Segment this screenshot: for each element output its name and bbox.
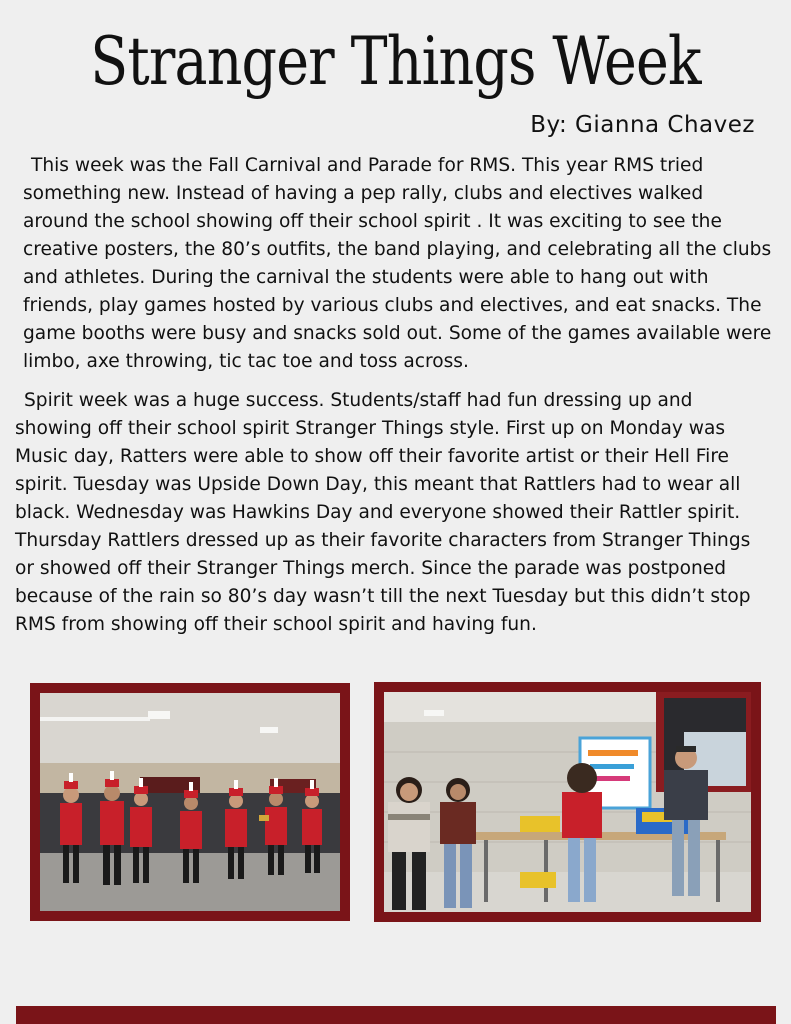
author-byline: By: Gianna Chavez xyxy=(530,112,755,138)
article-paragraph-1: This week was the Fall Carnival and Parade for RMS. This year RMS tried something new. Instead of having a pep rally, clubs and electives walked around the school showing off their school spirit . It was exciting to see the creative posters, the 80’s outfits, the band playing, and celebrating all the clubs and athletes. During the carnival the students were able to hang out with friends, play games hosted by various clubs and electives, and eat snacks. The game booths were busy and snacks sold out. Some of the games available were limbo, axe throwing, tic tac toe and toss across. xyxy=(23,155,772,372)
photo-carnival-booth xyxy=(374,682,761,922)
article-title: Stranger Things Week xyxy=(90,23,701,100)
article-paragraph-2: Spirit week was a huge success. Students/staff had fun dressing up and showing off their school spirit Stranger Things style. First up on Monday was Music day, Ratters were able to show off their favorite artist or their Hell Fire spirit. Tuesday was Upside Down Day, this meant that Rattlers had to wear all black. Wednesday was Hawkins Day and everyone showed their Rattler spirit. Thursday Rattlers dressed up as their favorite characters from Stranger Things or showed off their Stranger Things merch. Since the parade was postponed because of the rain so 80’s day wasn’t till the next Tuesday but this didn’t stop RMS from showing off their school spirit and having fun. xyxy=(15,390,751,635)
marching-band-illustration xyxy=(40,693,340,911)
footer-bar xyxy=(16,1006,776,1024)
carnival-booth-illustration xyxy=(384,692,751,912)
photo-marching-band xyxy=(30,683,350,921)
